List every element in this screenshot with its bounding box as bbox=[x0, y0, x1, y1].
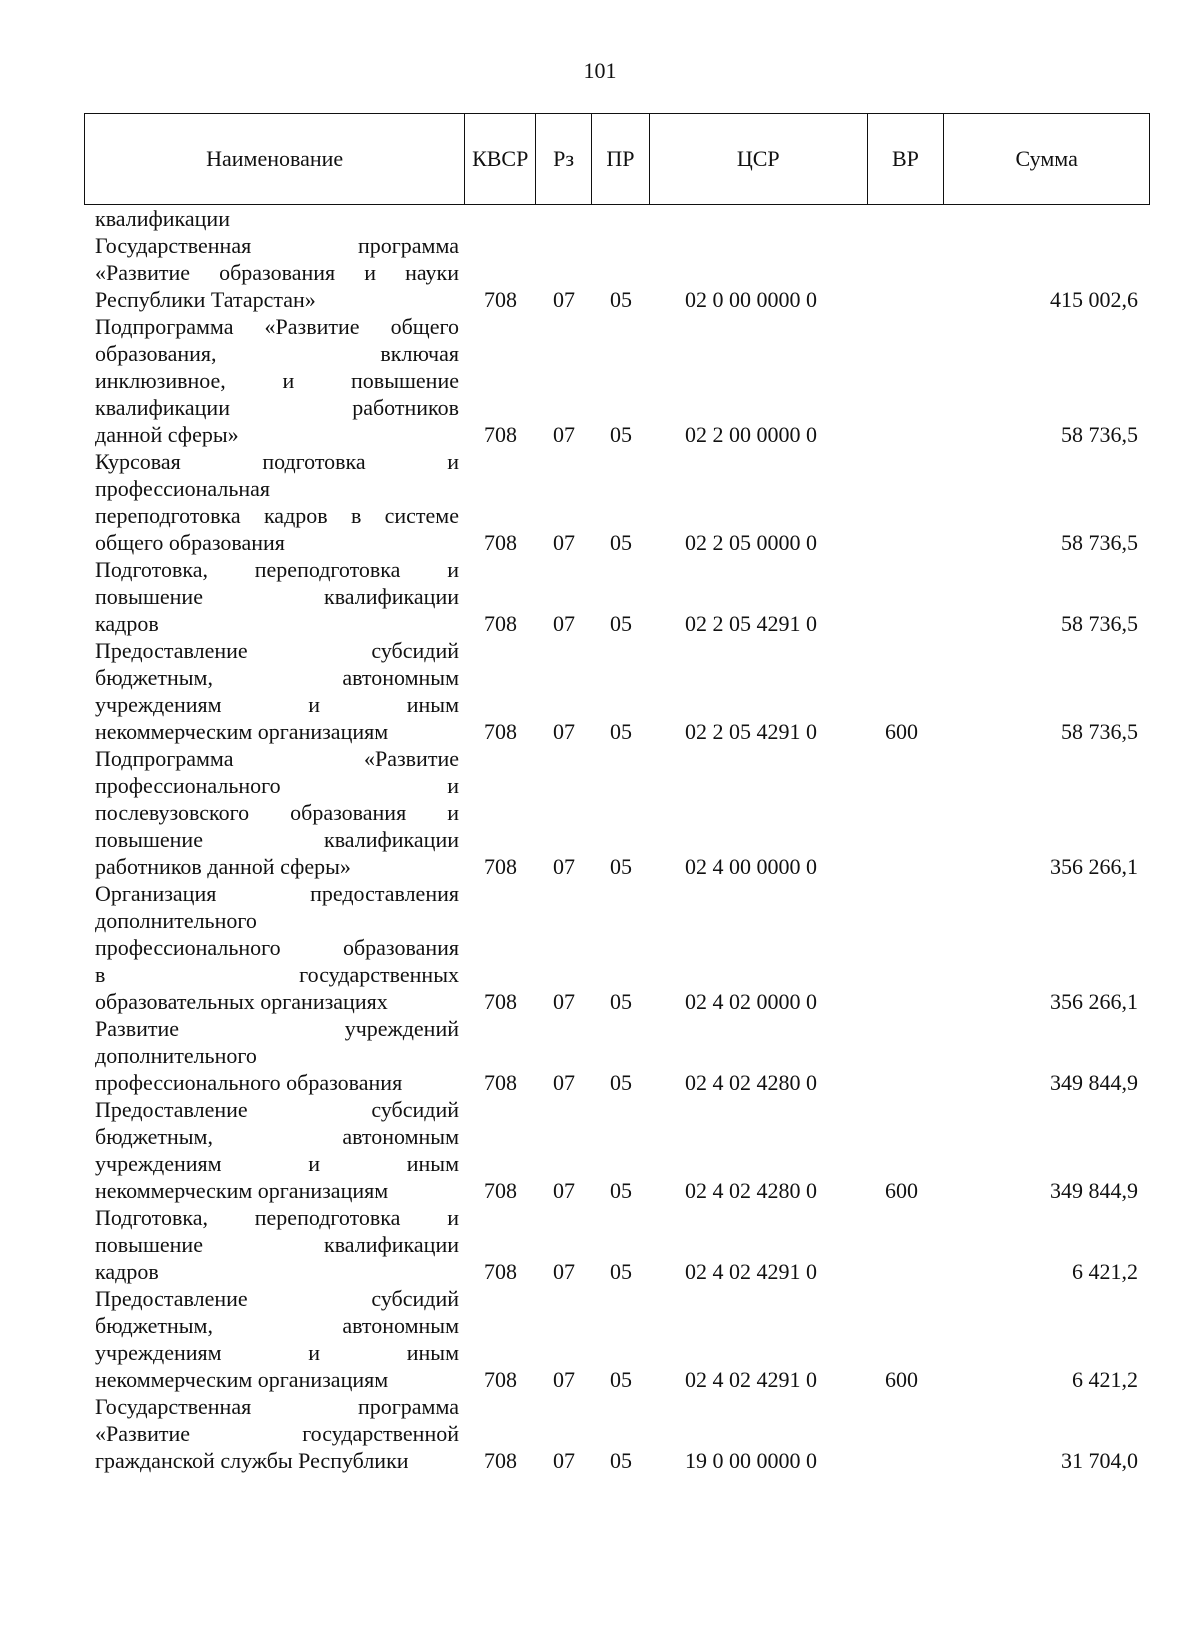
table-row bbox=[84, 556, 1150, 637]
row-vr bbox=[868, 1258, 945, 1285]
row-name bbox=[84, 448, 465, 556]
table-row bbox=[84, 745, 1150, 880]
row-name-line: некоммерческим организациям bbox=[95, 719, 389, 744]
header-pr: ПР bbox=[592, 114, 650, 204]
row-sum: 6 421,2 bbox=[1072, 1259, 1138, 1284]
row-rz: 07 bbox=[553, 989, 575, 1014]
table-row bbox=[84, 448, 1150, 556]
row-vr bbox=[868, 988, 945, 1015]
row-sum: 58 736,5 bbox=[1061, 422, 1138, 447]
row-vr bbox=[868, 529, 945, 556]
row-csr: 02 2 05 4291 0 bbox=[685, 719, 817, 744]
row-name-line: учреждениям и иным bbox=[95, 1340, 459, 1365]
row-name-line: кадров bbox=[95, 1259, 159, 1284]
row-name-line: профессионального образования bbox=[95, 1070, 403, 1095]
row-name-line: некоммерческим организациям bbox=[95, 1178, 389, 1203]
row-name-line: бюджетным, автономным bbox=[95, 665, 459, 690]
row-rz: 07 bbox=[553, 719, 575, 744]
row-pr: 05 bbox=[610, 1367, 632, 1392]
row-kvsr: 708 bbox=[484, 1448, 517, 1473]
row-rz: 07 bbox=[553, 530, 575, 555]
header-vr: ВР bbox=[868, 114, 945, 204]
row-name-line: Подпрограмма «Развитие bbox=[95, 746, 459, 771]
row-pr: 05 bbox=[610, 287, 632, 312]
row-sum: 356 266,1 bbox=[1050, 854, 1138, 879]
header-csr: ЦСР bbox=[650, 114, 868, 204]
row-kvsr: 708 bbox=[484, 287, 517, 312]
row-name-line: квалификации работников bbox=[95, 395, 459, 420]
row-name-line: повышение квалификации bbox=[95, 1232, 459, 1257]
row-csr: 19 0 00 0000 0 bbox=[685, 1448, 817, 1473]
row-name-line: Подготовка, переподготовка и bbox=[95, 557, 459, 582]
row-sum: 415 002,6 bbox=[1050, 287, 1138, 312]
row-rz: 07 bbox=[553, 854, 575, 879]
row-name bbox=[84, 880, 465, 1015]
row-name-line: образования, включая bbox=[95, 341, 459, 366]
row-name-line: Развитие учреждений bbox=[95, 1016, 459, 1041]
row-kvsr bbox=[465, 205, 536, 232]
row-name-line: Подпрограмма «Развитие общего bbox=[95, 314, 459, 339]
row-name-line: бюджетным, автономным bbox=[95, 1124, 459, 1149]
row-name-line: работников данной сферы» bbox=[95, 854, 351, 879]
row-name bbox=[84, 1285, 465, 1393]
row-kvsr: 708 bbox=[484, 989, 517, 1014]
row-name bbox=[84, 1204, 465, 1285]
row-name-line: Предоставление субсидий bbox=[95, 1097, 459, 1122]
row-rz: 07 bbox=[553, 1178, 575, 1203]
row-name-line: «Развитие образования и науки bbox=[95, 260, 459, 285]
table-body bbox=[84, 205, 1150, 1474]
row-sum: 58 736,5 bbox=[1061, 611, 1138, 636]
table-row bbox=[84, 1015, 1150, 1096]
row-vr bbox=[868, 1447, 945, 1474]
table-row bbox=[84, 1285, 1150, 1393]
row-name-line: Подготовка, переподготовка и bbox=[95, 1205, 459, 1230]
table-row bbox=[84, 232, 1150, 313]
row-vr bbox=[868, 1069, 945, 1096]
header-sum: Сумма bbox=[1015, 146, 1078, 171]
row-vr bbox=[868, 610, 945, 637]
row-vr: 600 bbox=[885, 1178, 918, 1203]
row-csr: 02 4 02 0000 0 bbox=[685, 989, 817, 1014]
row-name bbox=[84, 556, 465, 637]
row-name-line: профессионального и bbox=[95, 773, 459, 798]
row-kvsr: 708 bbox=[484, 1259, 517, 1284]
row-sum: 6 421,2 bbox=[1072, 1367, 1138, 1392]
row-vr bbox=[868, 421, 945, 448]
row-rz bbox=[536, 205, 592, 232]
row-sum: 58 736,5 bbox=[1061, 530, 1138, 555]
table-header bbox=[84, 113, 1150, 205]
row-rz: 07 bbox=[553, 1259, 575, 1284]
row-rz: 07 bbox=[553, 422, 575, 447]
table-row bbox=[84, 637, 1150, 745]
table-row bbox=[84, 205, 1150, 232]
row-csr: 02 2 00 0000 0 bbox=[685, 422, 817, 447]
row-pr: 05 bbox=[610, 1448, 632, 1473]
row-name-line: повышение квалификации bbox=[95, 827, 459, 852]
row-name-line: Государственная программа bbox=[95, 233, 459, 258]
row-rz: 07 bbox=[553, 287, 575, 312]
row-name-line: бюджетным, автономным bbox=[95, 1313, 459, 1338]
row-name-line: Республики Татарстан» bbox=[95, 287, 316, 312]
row-name-line: Государственная программа bbox=[95, 1394, 459, 1419]
row-name bbox=[84, 205, 465, 232]
row-name bbox=[84, 1393, 465, 1474]
row-sum: 349 844,9 bbox=[1050, 1178, 1138, 1203]
row-name-line: профессиональная bbox=[95, 476, 271, 501]
row-name-line: гражданской службы Республики bbox=[95, 1448, 409, 1473]
row-csr: 02 2 05 4291 0 bbox=[685, 611, 817, 636]
row-csr: 02 4 00 0000 0 bbox=[685, 854, 817, 879]
row-name-line: дополнительного bbox=[95, 1043, 257, 1068]
row-name bbox=[84, 745, 465, 880]
row-name-line: учреждениям и иным bbox=[95, 1151, 459, 1176]
row-rz: 07 bbox=[553, 611, 575, 636]
header-kvsr: КВСР bbox=[465, 114, 536, 204]
row-pr: 05 bbox=[610, 719, 632, 744]
row-pr: 05 bbox=[610, 1178, 632, 1203]
row-name-line: Предоставление субсидий bbox=[95, 638, 459, 663]
row-name-line: учреждениям и иным bbox=[95, 692, 459, 717]
row-pr bbox=[592, 205, 650, 232]
table-row bbox=[84, 1393, 1150, 1474]
row-kvsr: 708 bbox=[484, 1070, 517, 1095]
row-rz: 07 bbox=[553, 1448, 575, 1473]
row-name-line: «Развитие государственной bbox=[95, 1421, 459, 1446]
row-name bbox=[84, 637, 465, 745]
row-name-line: Организация предоставления bbox=[95, 881, 459, 906]
row-pr: 05 bbox=[610, 854, 632, 879]
row-name-line: некоммерческим организациям bbox=[95, 1367, 389, 1392]
row-name bbox=[84, 1015, 465, 1096]
header-name: Наименование bbox=[85, 114, 465, 204]
row-csr: 02 2 05 0000 0 bbox=[685, 530, 817, 555]
header-rz: Рз bbox=[536, 114, 592, 204]
row-vr bbox=[868, 286, 945, 313]
row-vr bbox=[868, 205, 945, 232]
row-pr: 05 bbox=[610, 530, 632, 555]
row-sum bbox=[945, 205, 1150, 232]
row-pr: 05 bbox=[610, 989, 632, 1014]
row-name-line: повышение квалификации bbox=[95, 584, 459, 609]
row-kvsr: 708 bbox=[484, 530, 517, 555]
row-sum: 58 736,5 bbox=[1061, 719, 1138, 744]
table-row bbox=[84, 880, 1150, 1015]
row-name bbox=[84, 1096, 465, 1204]
row-name-line: общего образования bbox=[95, 530, 285, 555]
row-kvsr: 708 bbox=[484, 611, 517, 636]
row-csr: 02 4 02 4291 0 bbox=[685, 1367, 817, 1392]
row-sum: 349 844,9 bbox=[1050, 1070, 1138, 1095]
row-csr: 02 4 02 4280 0 bbox=[685, 1178, 817, 1203]
row-name-line: инклюзивное, и повышение bbox=[95, 368, 459, 393]
row-sum: 31 704,0 bbox=[1061, 1448, 1138, 1473]
row-pr: 05 bbox=[610, 611, 632, 636]
table-row bbox=[84, 1204, 1150, 1285]
row-name-line: кадров bbox=[95, 611, 159, 636]
table-row bbox=[84, 313, 1150, 448]
row-csr: 02 4 02 4291 0 bbox=[685, 1259, 817, 1284]
row-kvsr: 708 bbox=[484, 1367, 517, 1392]
row-name-line: Предоставление субсидий bbox=[95, 1286, 459, 1311]
row-csr bbox=[650, 205, 868, 232]
row-vr: 600 bbox=[885, 719, 918, 744]
row-name-line: профессионального образования bbox=[95, 935, 459, 960]
page-number: 101 bbox=[583, 58, 617, 83]
row-name bbox=[84, 232, 465, 313]
row-pr: 05 bbox=[610, 1070, 632, 1095]
row-kvsr: 708 bbox=[484, 422, 517, 447]
row-name-line: послевузовского образования и bbox=[95, 800, 459, 825]
row-kvsr: 708 bbox=[484, 719, 517, 744]
row-rz: 07 bbox=[553, 1367, 575, 1392]
row-sum: 356 266,1 bbox=[1050, 989, 1138, 1014]
row-vr bbox=[868, 853, 945, 880]
row-rz: 07 bbox=[553, 1070, 575, 1095]
row-pr: 05 bbox=[610, 422, 632, 447]
row-kvsr: 708 bbox=[484, 854, 517, 879]
row-name-line: квалификации bbox=[95, 206, 230, 231]
table-row bbox=[84, 1096, 1150, 1204]
row-name-line: Курсовая подготовка и bbox=[95, 449, 459, 474]
row-name bbox=[84, 313, 465, 448]
row-kvsr: 708 bbox=[484, 1178, 517, 1203]
row-csr: 02 0 00 0000 0 bbox=[685, 287, 817, 312]
row-name-line: переподготовка кадров в системе bbox=[95, 503, 459, 528]
row-name-line: дополнительного bbox=[95, 908, 257, 933]
row-vr: 600 bbox=[885, 1367, 918, 1392]
row-pr: 05 bbox=[610, 1259, 632, 1284]
row-csr: 02 4 02 4280 0 bbox=[685, 1070, 817, 1095]
row-name-line: образовательных организациях bbox=[95, 989, 388, 1014]
row-name-line: данной сферы» bbox=[95, 422, 239, 447]
row-name-line: в государственных bbox=[95, 962, 459, 987]
